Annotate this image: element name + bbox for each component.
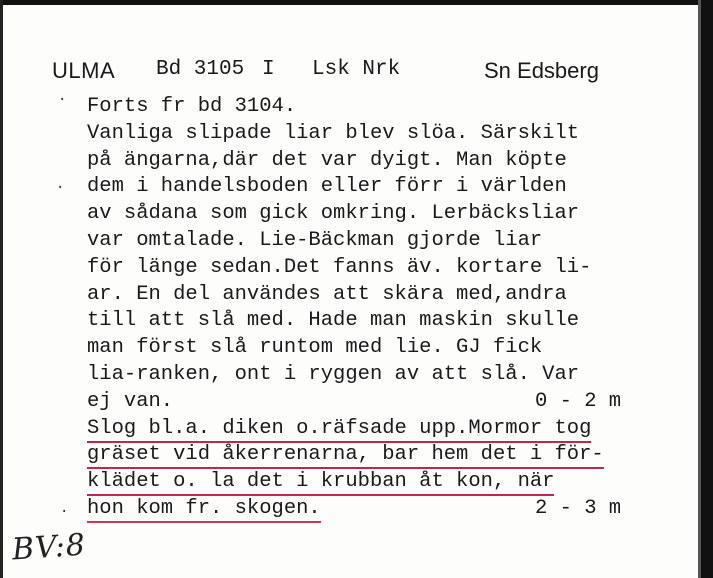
text-line: dem i handelsboden eller förr i världen — [87, 175, 567, 199]
text-line: Vanliga slipade liar blev slöa. Särskilt — [87, 121, 580, 145]
handwritten-margin-note: BV:8 — [10, 527, 88, 568]
text-line: för länge sedan.Det fanns äv. kortare li- — [87, 255, 592, 279]
text-line: på ängarna,där det var dyigt. Man köpte — [87, 148, 567, 172]
text-line: av sådana som gick omkring. Lerbäcksliar — [87, 202, 580, 226]
measurement: 0 - 2 m — [535, 389, 622, 413]
text-line: lia-ranken, ont i ryggen av att slå. Var — [87, 362, 580, 386]
underlined-line: hon kom fr. skogen. 2 - 3 m — [87, 496, 677, 523]
text-line: till att slå med. Hade man maskin skulle — [87, 309, 580, 333]
card-header — [52, 58, 652, 88]
card-body — [87, 94, 677, 523]
card-edge-top — [0, 0, 713, 5]
parish-name: Sn Edsberg — [484, 58, 599, 83]
margin-dot: · — [56, 180, 65, 196]
margin-dot: · — [58, 92, 67, 108]
text-line: ar. En del användes att skära med,andra — [87, 282, 567, 306]
text-line: var omtalade. Lie-Bäckman gjorde liar — [87, 228, 543, 252]
measurement: 2 - 3 m — [535, 496, 622, 520]
margin-dot: · — [60, 504, 69, 520]
area-code: Lsk Nrk — [312, 58, 401, 81]
archive-code: ULMA — [52, 58, 116, 83]
text-line: man först slå runtom med lie. GJ fick — [87, 336, 543, 360]
card-edge-right — [701, 0, 713, 578]
text-line: ej van. 0 - 2 m — [87, 389, 677, 416]
underlined-line: Slog bl.a. diken o.räfsade upp.Mormor tog — [87, 416, 677, 443]
text-line: Forts fr bd 3104. — [87, 95, 297, 118]
underlined-line: gräset vid åkerrenarna, bar hem det i för- — [87, 442, 677, 469]
underlined-line: klädet o. la det i krubban åt kon, när — [87, 469, 677, 496]
card-edge-left — [0, 0, 3, 578]
volume-number: Bd 3105 — [156, 58, 245, 81]
volume-sub: I — [262, 58, 275, 81]
